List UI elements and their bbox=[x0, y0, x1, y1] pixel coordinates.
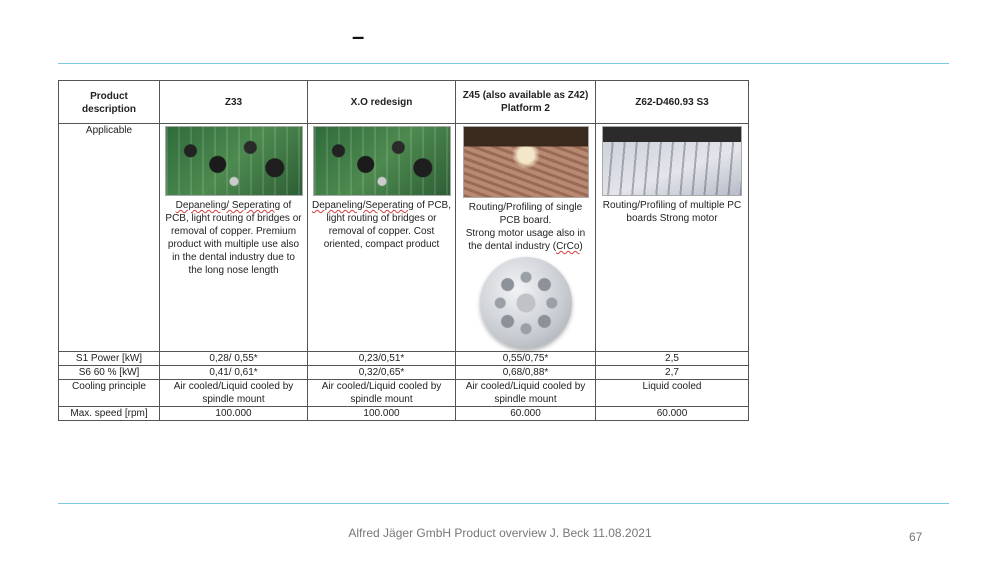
header-product-description: Product description bbox=[59, 81, 160, 124]
row-label-s6-power: S6 60 % [kW] bbox=[59, 366, 160, 380]
cooling-row bbox=[59, 380, 749, 407]
cell-cooling-z45: Air cooled/Liquid cooled by spindle mount bbox=[456, 380, 596, 407]
s6-power-row bbox=[59, 366, 749, 380]
bottom-divider bbox=[58, 503, 949, 504]
cell-s6-z33: 0,41/ 0,61* bbox=[160, 366, 308, 380]
description-z45-line2 bbox=[460, 227, 591, 253]
description-z62: Routing/Profiling of multiple PC boards Strong motor bbox=[602, 200, 742, 224]
cell-cooling-z33: Air cooled/Liquid cooled by spindle mount bbox=[160, 380, 308, 407]
cell-cooling-xo: Air cooled/Liquid cooled by spindle mount bbox=[308, 380, 456, 407]
description-z33 bbox=[164, 199, 303, 277]
row-label-applicable: Applicable bbox=[59, 124, 160, 352]
header-z62: Z62-D460.93 S3 bbox=[596, 81, 749, 124]
slide-footer: Alfred Jäger GmbH Product overview J. Beck 11.08.2021 bbox=[348, 526, 652, 540]
row-label-cooling: Cooling principle bbox=[59, 380, 160, 407]
cell-speed-z33: 100.000 bbox=[160, 407, 308, 421]
cell-applicable-xo bbox=[308, 124, 456, 352]
product-spec-table bbox=[58, 80, 749, 421]
cell-s1-z62: 2,5 bbox=[596, 352, 749, 366]
slide-title: – bbox=[352, 24, 365, 49]
description-xo bbox=[312, 199, 451, 251]
cell-s6-xo: 0,32/0,65* bbox=[308, 366, 456, 380]
cell-applicable-z33 bbox=[160, 124, 308, 352]
header-xo-redesign: X.O redesign bbox=[308, 81, 456, 124]
cell-applicable-z45 bbox=[456, 124, 596, 352]
s1-power-row bbox=[59, 352, 749, 366]
spellcheck-text: Depaneling/Seperating bbox=[312, 200, 414, 211]
pcb-board-photo bbox=[313, 126, 451, 196]
description-text: of PCB, light routing of bridges or removal of copper. Cost oriented, compact product bbox=[323, 200, 451, 250]
cell-s6-z62: 2,7 bbox=[596, 366, 749, 380]
row-label-max-speed: Max. speed [rpm] bbox=[59, 407, 160, 421]
header-z33: Z33 bbox=[160, 81, 308, 124]
cell-speed-xo: 100.000 bbox=[308, 407, 456, 421]
description-text: of PCB, light routing of bridges or removal of copper. Premium product with multiple use also in the dental industry due to the long nose length bbox=[165, 200, 302, 276]
pcb-routing-photo bbox=[463, 126, 589, 198]
description-z45-line1: Routing/Profiling of single PCB board. bbox=[468, 202, 583, 226]
cell-s6-z45: 0,68/0,88* bbox=[456, 366, 596, 380]
description-text: Strong motor usage also in the dental industry ( bbox=[465, 228, 586, 252]
top-divider bbox=[58, 63, 949, 64]
pcb-board-photo bbox=[165, 126, 303, 196]
spellcheck-text: CrCo bbox=[556, 241, 580, 252]
cell-s1-z45: 0,55/0,75* bbox=[456, 352, 596, 366]
dental-disk-photo bbox=[480, 257, 572, 349]
cell-speed-z45: 60.000 bbox=[456, 407, 596, 421]
page-number: 67 bbox=[909, 530, 923, 544]
spellcheck-text: Depaneling/ Seperating bbox=[175, 200, 281, 211]
cell-cooling-z62: Liquid cooled bbox=[596, 380, 749, 407]
cell-speed-z62: 60.000 bbox=[596, 407, 749, 421]
applicable-row bbox=[59, 124, 749, 352]
description-text: ) bbox=[579, 241, 583, 252]
table-header-row bbox=[59, 81, 749, 124]
row-label-s1-power: S1 Power [kW] bbox=[59, 352, 160, 366]
max-speed-row bbox=[59, 407, 749, 421]
pc-board-milling-photo bbox=[602, 126, 742, 196]
cell-applicable-z62 bbox=[596, 124, 749, 352]
header-z45: Z45 (also available as Z42) Platform 2 bbox=[456, 81, 596, 124]
cell-s1-xo: 0,23/0,51* bbox=[308, 352, 456, 366]
cell-s1-z33: 0,28/ 0,55* bbox=[160, 352, 308, 366]
